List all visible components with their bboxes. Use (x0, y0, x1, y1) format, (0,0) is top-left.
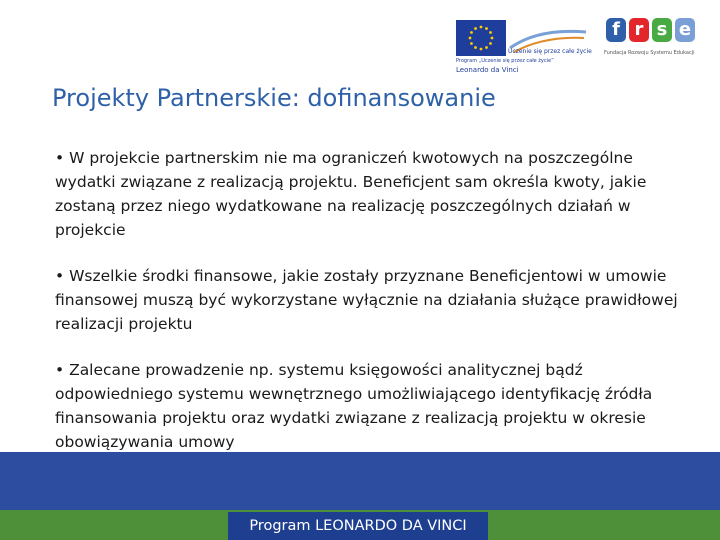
bullet-paragraph-1: • W projekcie partnerskim nie ma ograniczeń kwotowych na poszczególne wydatki związane z realizacją projektu. Beneficjent sam określa kwoty, jakie zostaną przez niego wydatkowane na realizację poszczególnych działań w projekcie (55, 149, 647, 239)
frse-subtitle: Fundacja Rozwoju Systemu Edukacji (604, 50, 695, 56)
eu-star (480, 26, 483, 29)
eu-logo-line3: Leonardo da Vinci (456, 66, 519, 74)
footer-blue-band (0, 452, 720, 510)
bullet-paragraph-3: • Zalecane prowadzenie np. systemu księgowości analitycznej bądź odpowiedniego systemu wewnętrznego umożliwiającego identyfikację źródła finansowania projektu oraz wydatki związane z realizacją projektu w okresie obowiązywania umowy (55, 361, 653, 451)
eu-logo-line1: Uczenie się przez całe życie (508, 48, 592, 55)
frse-letter-e: e (675, 18, 695, 42)
eu-star (485, 46, 488, 49)
eu-star (474, 27, 477, 30)
eu-logo-line2: Program „Uczenie się przez całe życie” (456, 58, 554, 64)
eu-star (470, 42, 473, 45)
footer-program-label: Program LEONARDO DA VINCI (228, 512, 488, 540)
frse-letter-r: r (629, 18, 649, 42)
eu-star (469, 37, 472, 40)
slide-title: Projekty Partnerskie: dofinansowanie (52, 84, 496, 112)
frse-letter-s: s (652, 18, 672, 42)
frse-letter-f: f (606, 18, 626, 42)
eu-star (489, 42, 492, 45)
eu-star (485, 27, 488, 30)
eu-star (480, 48, 483, 51)
eu-star (491, 37, 494, 40)
bullet-paragraph-2: • Wszelkie środki finansowe, jakie zostały przyznane Beneficjentowi w umowie finansowej muszą być wykorzystane wyłącznie na działania służące prawidłowej realizacji projektu (55, 267, 678, 333)
eu-star (474, 46, 477, 49)
eu-flag-icon (456, 20, 506, 56)
frse-logo (604, 18, 704, 68)
eu-star (470, 31, 473, 34)
slide-body (55, 146, 695, 476)
frse-letters (606, 18, 695, 42)
eu-star (489, 31, 492, 34)
eu-programme-logo (456, 20, 592, 78)
